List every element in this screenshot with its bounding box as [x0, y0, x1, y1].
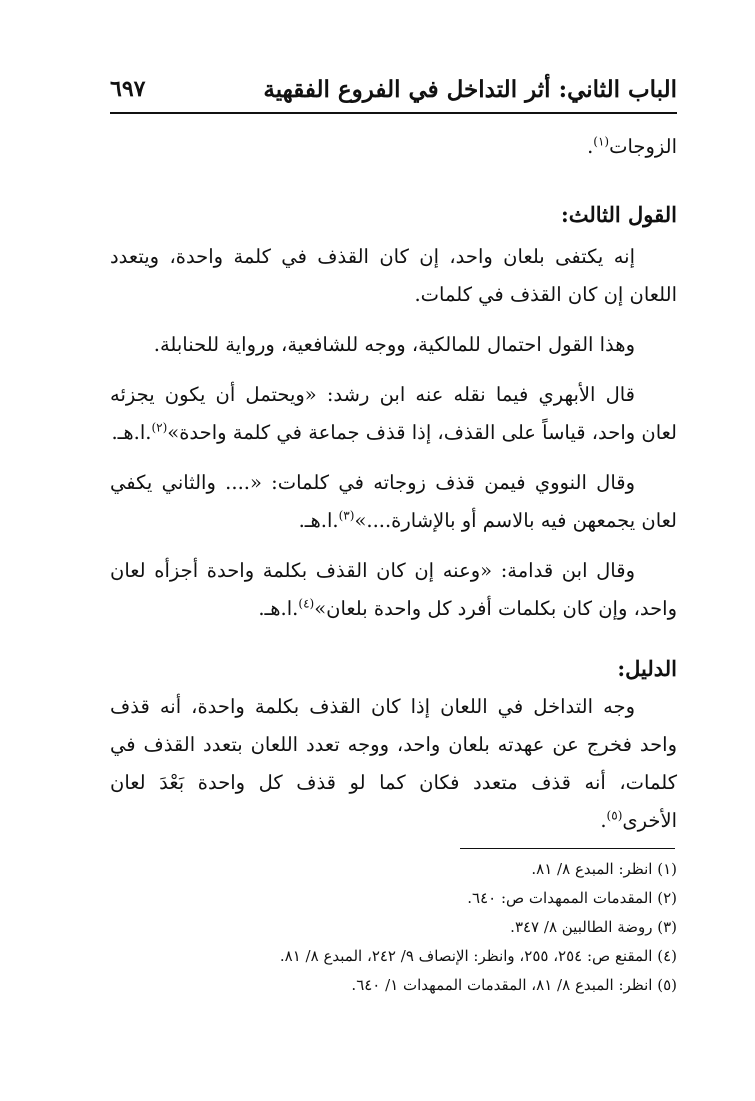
footnote-1: (١) انظر: المبدع ٨/ ٨١.: [531, 860, 677, 878]
paragraph-nawawi-quote: وقال النووي فيمن قذف زوجاته في كلمات: «.... والثاني يكفي لعان يجمعهن فيه بالاسم أو بالإشارة....»$^{(٣)}$.ا.هـ.: [110, 471, 677, 532]
footnote-ref: (٣): [338, 508, 355, 523]
running-title: الباب الثاني: أثر التداخل في الفروع الفقهية: [263, 76, 677, 103]
page-number: ٦٩٧: [110, 76, 146, 102]
page-header: [110, 70, 677, 110]
body-text-top: [110, 128, 677, 166]
footnote-3: (٣) روضة الطالبين ٨/ ٣٤٧.: [510, 918, 677, 936]
footnote-ref: (٥): [606, 808, 623, 823]
paragraph-opinion: إنه يكتفى بلعان واحد، إن كان القذف في كلمة واحدة، ويتعدد اللعان إن كان القذف في كلمات.: [110, 245, 677, 306]
footnote-ref: (٢): [151, 420, 168, 435]
header-rule: [110, 112, 677, 114]
section-third-opinion: [110, 196, 677, 628]
footnote-5: (٥) انظر: المبدع ٨/ ٨١، المقدمات الممهدات ١/ ٦٤٠.: [351, 976, 677, 994]
heading-evidence: الدليل:: [617, 656, 677, 681]
paragraph-continuation: الزوجات$^{(١)}$.: [587, 134, 677, 158]
footnotes: [110, 855, 677, 1000]
footnote-2: (٢) المقدمات الممهدات ص: ٦٤٠.: [467, 889, 677, 907]
footnote-rule: [460, 848, 675, 849]
paragraph-ibn-qudama-quote: وقال ابن قدامة: «وعنه إن كان القذف بكلمة واحدة أجزأه لعان واحد، وإن كان بكلمات أفرد كل واحدة بلعان»$^{(٤)}$.ا.هـ.: [110, 559, 677, 620]
footnote-ref: (١): [593, 134, 610, 149]
heading-third-opinion: القول الثالث:: [560, 202, 677, 227]
paragraph-schools: وهذا القول احتمال للمالكية، ووجه للشافعية، ورواية للحنابلة.: [153, 333, 635, 356]
footnote-ref: (٤): [298, 596, 315, 611]
paragraph-abhari-quote: قال الأبهري فيما نقله عنه ابن رشد: «ويحتمل أن يكون يجزئه لعان واحد، قياساً على القذف، إذا قذف جماعة في كلمة واحدة»$^{(٢)}$.ا.هـ.: [110, 383, 677, 444]
footnote-4: (٤) المقنع ص: ٢٥٤، ٢٥٥، وانظر: الإنصاف ٩/ ٢٤٢، المبدع ٨/ ٨١.: [279, 947, 677, 965]
paragraph-evidence: وجه التداخل في اللعان إذا كان القذف بكلمة واحدة، أنه قذف واحد فخرج عن عهدته بلعان واحد، ووجه تعدد اللعان بتعدد القذف في كلمات، أنه قذف متعدد فكان كما لو قذف كل واحدة بَعْدَ لعان الأخرى$^{(٥)}$.: [110, 695, 677, 832]
section-evidence: [110, 650, 677, 840]
